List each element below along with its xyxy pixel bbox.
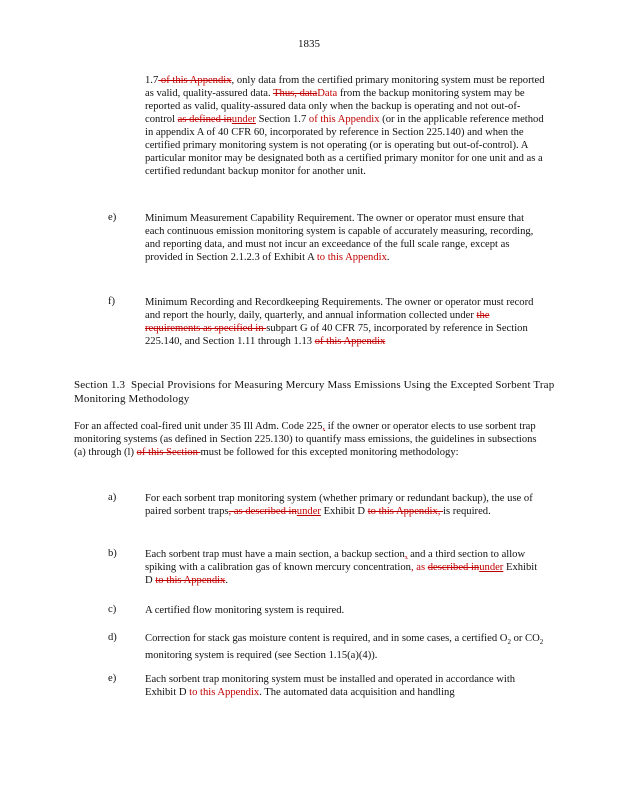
section-title: Special Provisions for Measuring Mercury Mass Emissions Using the Excepted Sorbent Trap Monitoring Methodology [74, 379, 555, 405]
section-number: Section 1.3 [74, 379, 126, 391]
continuation-paragraph: 1.7 of this Appendix, only data from the certified primary monitoring system must be reported as valid, quality-assured data. Thus, dataData from the backup monitoring system may be reported as valid, quality-assured data only when the backup is operating and not out-of-control as defined inunder Section 1.7 of this Appendix (or in the applicable reference method in appendix A of 40 CFR 60, incorporated by reference in Section 225.140) and when the certified primary monitoring system is not operating (or is operating but out-of-control). A particular monitor may be designated both as a certified primary monitor for one unit and as a certified redundant backup monitor for another unit. [145, 75, 545, 177]
item-d-text: Correction for stack gas moisture content is required, and in some cases, a certified $O_2$ or $CO_2$ monitoring system is required (see Section 1.15(a)(4)). [145, 633, 544, 662]
item-f-label: f) [108, 296, 116, 307]
item-c-text: A certified flow monitoring system is required. [145, 605, 345, 616]
item-b-text: Each sorbent trap must have a main section, a backup section, and a third section to allow spiking with a calibration gas of known mercury concentration, as described inunder Exhibit D to this Appendix. [145, 549, 538, 586]
item-c-label: c) [108, 604, 117, 615]
section-heading [74, 378, 574, 406]
item-e-text: Minimum Measurement Capability Requirement. The owner or operator must ensure that each continuous emission monitoring system is capable of accurately measuring, recording, and reporting data, and must not incur an exceedance of the full scale range, except as provided in Section 2.1.2.3 of Exhibit A to this Appendix. [145, 213, 534, 263]
intro-paragraph: For an affected coal-fired unit under 35 Ill Adm. Code 225, if the owner or operator elects to use sorbent trap monitoring systems (as defined in Section 225.130) to quantify mass emissions, the guidelines in subsections (a) through (l) of this Section must be followed for this excepted monitoring methodology: [74, 421, 537, 458]
item-f-text: Minimum Recording and Recordkeeping Requirements. The owner or operator must record and report the hourly, daily, quarterly, and annual information collected under the requirements as specified in subpart G of 40 CFR 75, incorporated by reference in Section 225.140, and Section 1.11 through 1.13 of this Appendix [145, 297, 534, 347]
item-a-text: For each sorbent trap monitoring system (whether primary or redundant backup), the use of paired sorbent traps, as described inunder Exhibit D to this Appendix, is required. [145, 493, 533, 517]
item-e2-label: e) [108, 673, 117, 684]
item-e2-text: Each sorbent trap monitoring system must be installed and operated in accordance with Exhibit D to this Appendix. The automated data acquisition and handling [145, 674, 516, 698]
item-a-label: a) [108, 492, 117, 503]
item-e-label: e) [108, 212, 117, 223]
page-number: 1835 [298, 38, 320, 50]
item-b-label: b) [108, 548, 117, 559]
item-d-label: d) [108, 632, 117, 643]
